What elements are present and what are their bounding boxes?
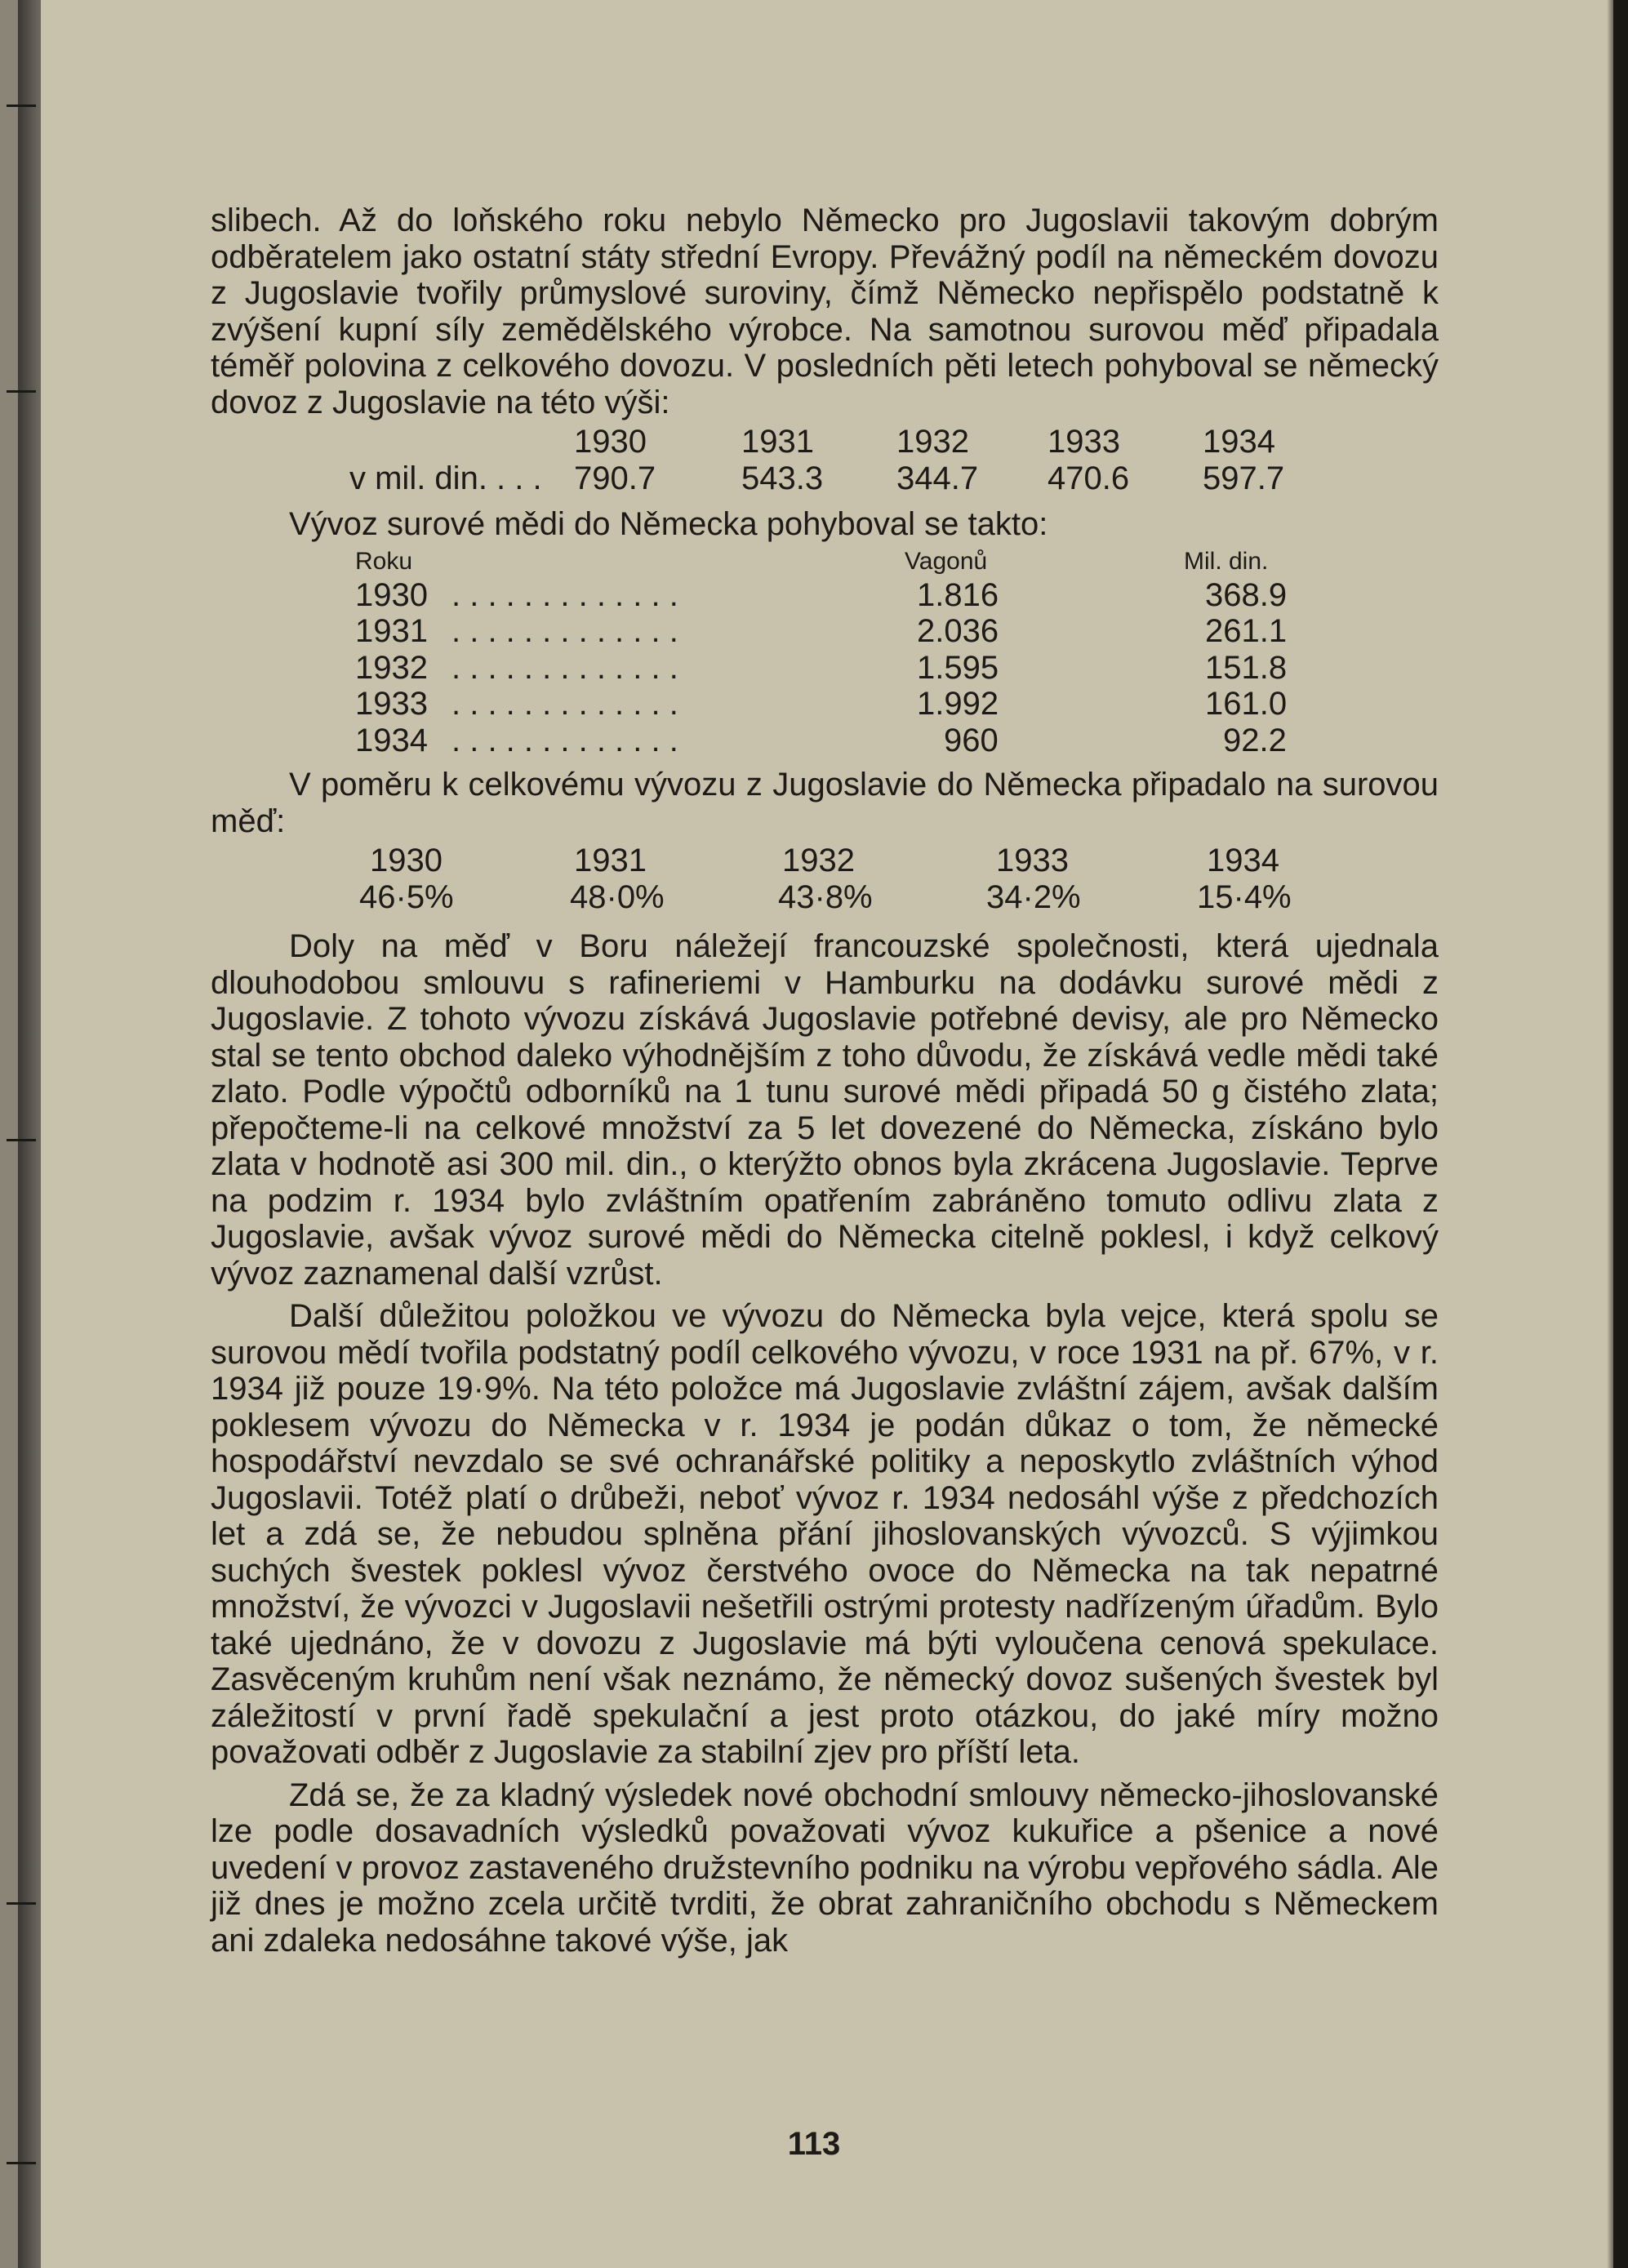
binding-thread (7, 1139, 36, 1141)
year-cell: 1932 (896, 424, 969, 460)
table-row (211, 650, 1439, 687)
table-row (211, 723, 1439, 759)
value-cell: 470.6 (1048, 460, 1130, 496)
year-cell: 1930 (370, 843, 443, 878)
value-cell: 543.3 (741, 460, 824, 496)
year-cell: 1930 (574, 424, 647, 460)
table-row (211, 613, 1439, 650)
share-cell: 34·2% (986, 878, 1081, 915)
year-cell: 1932 (782, 843, 855, 878)
year-cell: 1933 (1048, 424, 1120, 460)
share-cell: 15·4% (1197, 878, 1292, 915)
din-cell: 261.1 (1205, 613, 1288, 649)
year-cell: 1931 (574, 843, 647, 878)
year-cell: 1934 (1207, 843, 1279, 878)
column-header: Mil. din. (1184, 547, 1269, 575)
share-table-values (211, 879, 1439, 916)
paragraph: Doly na měď v Boru náležejí francouzské společnosti, která ujednala dlouhodobou smlouvu s rafineriemi v Hamburku na dodávku surové mědi z Jugoslavie. Z tohoto vývozu získává Jugoslavie potřebné devisy, ale pro Německo stal se tento obchod daleko výhodnějším z toho důvodu, že získává vedle mědi také zlato. Podle výpočtů odborníků na 1 tunu surové mědi připadá 50 g čistého zlata; přepočteme-li na celkové množství za 5 let dovezené do Německa, získáno bylo zlata v hodnotě asi 300 mil. din., o kterýžto obnos byla zkrácena Jugoslavie. Teprve na podzim r. 1934 bylo zvláštním opatřením zabráněno tomuto odlivu zlata z Jugoslavie, avšak vývoz surové mědi do Německa citelně poklesl, i když celkový vývoz zaznamenal další vzrůst. (211, 928, 1439, 1292)
wagons-cell: 1.992 (917, 686, 999, 722)
leader-dots: . . . . . . . . . . . . . (451, 576, 678, 613)
paragraph: Další důležitou položkou ve vývozu do Německa byla vejce, která spolu se surovou mědí tvořila podstatný podíl celkového vývozu, v roce 1931 na př. 67%, v r. 1934 již pouze 19·9%. Na této položce má Jugoslavie zvláštní zájem, avšak dalším poklesem vývozu do Německa v r. 1934 je podán důkaz o tom, že německé hospodářství nevzdalo se své ochranářské politiky a neposkytlo zvláštních výhod Jugoslavii. Totéž platí o drůbeži, neboť vývoz r. 1934 nedosáhl výše z předchozích let a zdá se, že nebudou splněna přání jihoslovanských vývozců. S výjimkou suchých švestek poklesl vývoz čerstvého ovoce do Německa na tak nepatrné množství, že vývozci v Jugoslavii nešetřili ostrými protesty nadřízeným úřadům. Bylo také ujednáno, že v dovozu z Jugoslavie má býti vyloučena cenová spekulace. Zasvěceným kruhům není však neznámo, že německý dovoz sušených švestek byl záležitostí v první řadě spekulační a jest proto otázkou, do jaké míry možno považovati odběr z Jugoslavie za stabilní zjev pro příští leta. (211, 1298, 1439, 1770)
year-cell: 1931 (355, 613, 428, 649)
value-cell: 790.7 (574, 460, 656, 496)
binding-thread (7, 390, 36, 393)
year-cell: 1934 (355, 722, 428, 758)
wagons-cell: 960 (944, 722, 999, 758)
paragraph: slibech. Až do loňského roku nebylo Německo pro Jugoslavii takovým dobrým odběratelem jako ostatní státy střední Evropy. Převážný podíl na německém dovozu z Jugoslavie tvořily průmyslové suroviny, čímž Německo nepřispělo podstatně k zvýšení kupní síly zemědělského výrobce. Na samotnou surovou měď připadala téměř polovina z celkového dovozu. V posledních pěti letech pohyboval se německý dovoz z Jugoslavie na této výši: (211, 202, 1439, 420)
page-text (211, 202, 1439, 1959)
column-header: Vagonů (905, 547, 988, 575)
share-cell: 46·5% (359, 878, 454, 915)
din-cell: 151.8 (1205, 649, 1288, 686)
share-cell: 43·8% (778, 878, 873, 915)
wagons-cell: 1.816 (917, 576, 999, 613)
copper-table-header (211, 546, 1439, 577)
book-spine (0, 0, 18, 2268)
book-gutter (18, 0, 41, 2268)
year-cell: 1933 (996, 843, 1069, 878)
year-cell: 1934 (1203, 424, 1275, 460)
leader-dots: . . . . . . . . . . . . . (451, 613, 678, 649)
wagons-cell: 1.595 (917, 649, 999, 686)
year-cell: 1931 (741, 424, 814, 460)
table-row (211, 577, 1439, 614)
din-cell: 92.2 (1223, 722, 1287, 758)
paragraph: Zdá se, že za kladný výsledek nové obchodní smlouvy německo-jihoslovanské lze podle dosavadních výsledků považovati vývoz kukuřice a pšenice a nové uvedení v provoz zastaveného družstevního podniku na výrobu vepřového sádla. Ale již dnes je možno zcela určitě tvrditi, že obrat zahraničního obchodu s Německem ani zdaleka nedosáhne takové výše, jak (211, 1777, 1439, 1959)
row-label: v mil. din. . . . (349, 460, 542, 496)
import-table-header (211, 424, 1439, 460)
table-row (211, 686, 1439, 723)
column-header: Roku (355, 547, 413, 575)
import-table-row (211, 460, 1439, 497)
wagons-cell: 2.036 (917, 613, 999, 649)
value-cell: 344.7 (896, 460, 979, 496)
page-number: 113 (787, 2126, 841, 2162)
leader-dots: . . . . . . . . . . . . . (451, 686, 678, 722)
year-cell: 1933 (355, 686, 428, 722)
share-table-years (211, 843, 1439, 879)
page-edge-shadow (1607, 0, 1613, 2268)
year-cell: 1930 (355, 576, 428, 613)
paragraph: V poměru k celkovému vývozu z Jugoslavie do Německa připadalo na surovou měď: (211, 767, 1439, 839)
din-cell: 161.0 (1205, 686, 1288, 722)
paragraph: Vývoz surové mědi do Německa pohyboval se takto: (289, 506, 1048, 542)
leader-dots: . . . . . . . . . . . . . (451, 722, 678, 758)
binding-thread (7, 105, 36, 107)
year-cell: 1932 (355, 649, 428, 686)
binding-thread (7, 1902, 36, 1905)
leader-dots: . . . . . . . . . . . . . (451, 649, 678, 686)
value-cell: 597.7 (1203, 460, 1285, 496)
din-cell: 368.9 (1205, 576, 1288, 613)
page-edge (1613, 0, 1628, 2268)
share-cell: 48·0% (570, 878, 665, 915)
